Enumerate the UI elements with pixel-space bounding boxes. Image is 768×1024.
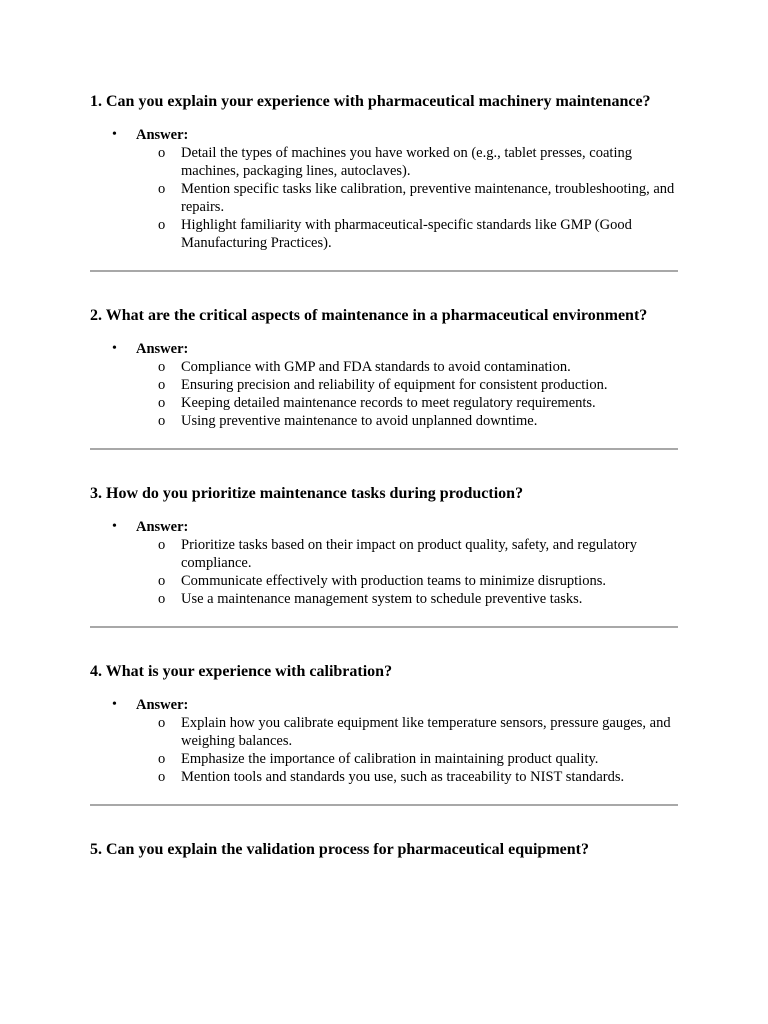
list-item-text: Keeping detailed maintenance records to meet regulatory requirements. <box>181 395 596 411</box>
list-item <box>136 768 678 786</box>
list-item-text: Highlight familiarity with pharmaceutical-specific standards like GMP (Good Manufacturing Practices). <box>181 217 632 251</box>
answer-list <box>136 536 678 608</box>
question-heading: 3. How do you prioritize maintenance tasks during production? <box>90 485 524 502</box>
answer-list <box>136 714 678 786</box>
sub-bullet-marker: o <box>158 591 166 607</box>
sub-bullet-marker: o <box>158 395 166 411</box>
qa-section-3 <box>90 484 678 628</box>
list-item <box>136 376 678 394</box>
list-item-text: Explain how you calibrate equipment like temperature sensors, pressure gauges, and weighing balances. <box>181 715 671 749</box>
answer-block <box>90 126 678 252</box>
question-heading: 2. What are the critical aspects of maintenance in a pharmaceutical environment? <box>90 307 648 324</box>
bullet-marker: • <box>112 341 117 356</box>
sub-bullet-marker: o <box>158 715 166 731</box>
answer-label: Answer: <box>136 697 189 713</box>
list-item <box>136 714 678 750</box>
horizontal-rule <box>90 448 678 450</box>
sub-bullet-marker: o <box>158 413 166 429</box>
list-item-text: Ensuring precision and reliability of equipment for consistent production. <box>181 377 608 393</box>
list-item <box>136 216 678 252</box>
list-item-text: Use a maintenance management system to schedule preventive tasks. <box>181 591 583 607</box>
sub-bullet-marker: o <box>158 573 166 589</box>
list-item-text: Prioritize tasks based on their impact on product quality, safety, and regulatory compliance. <box>181 537 637 571</box>
qa-section-2 <box>90 306 678 450</box>
list-item-text: Using preventive maintenance to avoid unplanned downtime. <box>181 413 538 429</box>
list-item <box>136 394 678 412</box>
sub-bullet-marker: o <box>158 181 166 197</box>
list-item <box>136 412 678 430</box>
horizontal-rule <box>90 804 678 806</box>
sub-bullet-marker: o <box>158 769 166 785</box>
horizontal-rule <box>90 270 678 272</box>
sub-bullet-marker: o <box>158 751 166 767</box>
answer-label: Answer: <box>136 519 189 535</box>
sub-bullet-marker: o <box>158 217 166 233</box>
list-item-text: Emphasize the importance of calibration in maintaining product quality. <box>181 751 599 767</box>
list-item <box>136 572 678 590</box>
answer-label: Answer: <box>136 341 189 357</box>
list-item-text: Mention specific tasks like calibration, preventive maintenance, troubleshooting, and repairs. <box>181 181 675 215</box>
answer-list <box>136 358 678 430</box>
question-heading: 5. Can you explain the validation process for pharmaceutical equipment? <box>90 841 589 858</box>
bullet-marker: • <box>112 519 117 534</box>
qa-section-5 <box>90 840 678 860</box>
list-item-text: Communicate effectively with production teams to minimize disruptions. <box>181 573 606 589</box>
qa-section-1 <box>90 92 678 272</box>
list-item <box>136 358 678 376</box>
sub-bullet-marker: o <box>158 537 166 553</box>
document-page <box>90 92 678 874</box>
answer-block <box>90 518 678 608</box>
list-item-text: Mention tools and standards you use, such as traceability to NIST standards. <box>181 769 625 785</box>
question-heading: 4. What is your experience with calibration? <box>90 663 393 680</box>
answer-block <box>90 340 678 430</box>
answer-list <box>136 144 678 252</box>
list-item <box>136 144 678 180</box>
horizontal-rule <box>90 626 678 628</box>
list-item-text: Detail the types of machines you have worked on (e.g., tablet presses, coating machines, packaging lines, autoclaves). <box>181 145 632 179</box>
list-item <box>136 180 678 216</box>
qa-section-4 <box>90 662 678 806</box>
question-heading: 1. Can you explain your experience with pharmaceutical machinery maintenance? <box>90 93 651 110</box>
list-item <box>136 750 678 768</box>
sub-bullet-marker: o <box>158 359 166 375</box>
list-item-text: Compliance with GMP and FDA standards to avoid contamination. <box>181 359 571 375</box>
sub-bullet-marker: o <box>158 377 166 393</box>
bullet-marker: • <box>112 127 117 142</box>
list-item <box>136 536 678 572</box>
answer-block <box>90 696 678 786</box>
bullet-marker: • <box>112 697 117 712</box>
answer-label: Answer: <box>136 127 189 143</box>
sub-bullet-marker: o <box>158 145 166 161</box>
list-item <box>136 590 678 608</box>
